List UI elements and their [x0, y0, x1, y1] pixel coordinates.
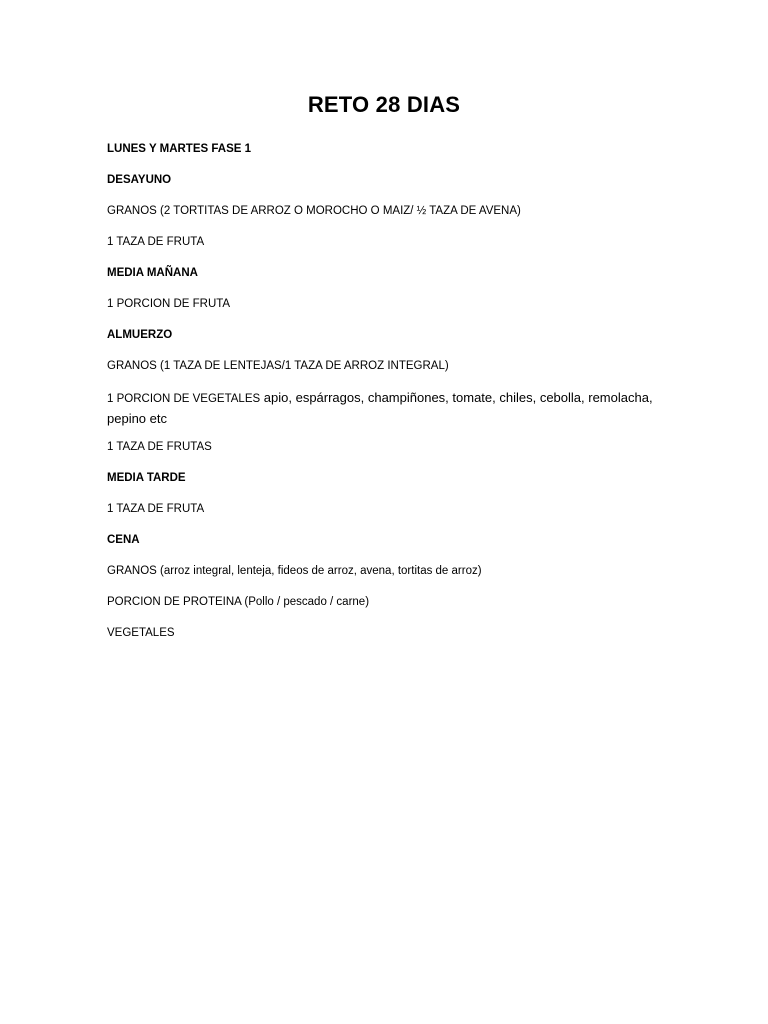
midmorning-heading: MEDIA MAÑANA: [107, 267, 198, 279]
dinner-protein: PORCION DE PROTEINA (Pollo / pescado / carne): [107, 596, 370, 608]
dinner-heading: CENA: [107, 534, 140, 546]
lunch-fruits: 1 TAZA DE FRUTAS: [107, 441, 212, 453]
breakfast-heading: DESAYUNO: [107, 174, 172, 186]
breakfast-fruit: 1 TAZA DE FRUTA: [107, 236, 205, 248]
phase-heading: LUNES Y MARTES FASE 1: [107, 143, 251, 155]
midmorning-fruit: 1 PORCION DE FRUTA: [107, 298, 231, 310]
breakfast-grains: GRANOS (2 TORTITAS DE ARROZ O MOROCHO O MAIZ/ ½ TAZA DE AVENA): [107, 205, 521, 217]
lunch-veg-list: apio, espárragos, champiñones, tomate, chiles, cebolla, remolacha, pepino etc: [107, 390, 653, 426]
dinner-vegetables: VEGETALES: [107, 627, 175, 639]
afternoon-fruit: 1 TAZA DE FRUTA: [107, 503, 205, 515]
lunch-veg-prefix: 1 PORCION DE VEGETALES: [107, 393, 261, 405]
lunch-vegetables: [107, 388, 667, 430]
afternoon-heading: MEDIA TARDE: [107, 472, 186, 484]
dinner-grains: GRANOS (arroz integral, lenteja, fideos de arroz, avena, tortitas de arroz): [107, 565, 482, 577]
lunch-grains: GRANOS (1 TAZA DE LENTEJAS/1 TAZA DE ARROZ INTEGRAL): [107, 360, 449, 372]
lunch-heading: ALMUERZO: [107, 329, 173, 341]
document-title: RETO 28 DIAS: [307, 92, 461, 117]
